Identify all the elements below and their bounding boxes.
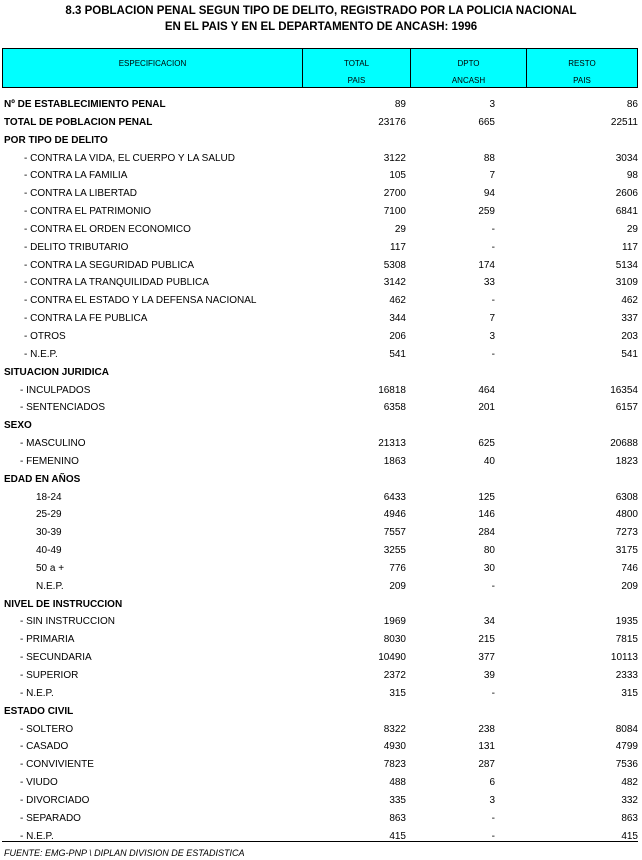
row-label: - DELITO TRIBUTARIO	[24, 241, 129, 253]
table-row	[0, 114, 642, 132]
cell-total: 8322	[383, 723, 406, 735]
cell-dpto: 3	[489, 99, 495, 110]
table-row	[0, 721, 642, 739]
table-row	[0, 560, 642, 578]
table-row	[0, 524, 642, 542]
cell-dpto: 131	[478, 741, 495, 753]
cell-resto: 415	[621, 830, 638, 842]
row-label: 18-24	[36, 491, 62, 503]
cell-resto: 16354	[610, 384, 638, 396]
table-row	[0, 382, 642, 400]
cell-resto: 203	[621, 330, 638, 342]
table-row	[0, 399, 642, 417]
header-spec	[3, 49, 303, 87]
header-total-sub: PAIS	[347, 76, 366, 85]
row-label: NIVEL DE INSTRUCCION	[4, 598, 123, 610]
table-row	[0, 132, 642, 150]
cell-total: 23176	[378, 116, 406, 128]
row-label: - CONTRA EL PATRIMONIO	[24, 206, 152, 218]
table-bottom-rule	[2, 841, 638, 842]
cell-total: 29	[394, 223, 406, 235]
cell-resto: 29	[626, 223, 638, 235]
cell-dpto: 3	[489, 794, 495, 806]
cell-total: 8030	[383, 634, 406, 646]
cell-total: 6433	[383, 491, 406, 503]
table-row	[0, 274, 642, 292]
cell-total: 863	[389, 812, 406, 824]
cell-resto: 8084	[615, 723, 638, 735]
cell-resto: 3109	[615, 277, 638, 289]
table-row	[0, 792, 642, 810]
cell-total: 1969	[383, 616, 406, 628]
cell-dpto: -	[491, 687, 495, 699]
row-label: - CONTRA LA FE PUBLICA	[24, 313, 148, 325]
table-row	[0, 738, 642, 756]
cell-dpto: 7	[489, 313, 495, 325]
cell-total: 4946	[383, 509, 406, 521]
row-label: 50 a +	[36, 562, 65, 574]
cell-resto: 6157	[615, 402, 638, 414]
table-row	[0, 96, 642, 114]
row-label: - CONTRA LA LIBERTAD	[24, 188, 137, 200]
cell-resto: 863	[621, 812, 638, 824]
table-row	[0, 221, 642, 239]
cell-dpto: 40	[483, 455, 495, 467]
row-label: - INCULPADOS	[20, 384, 91, 396]
cell-resto: 209	[621, 580, 638, 592]
cell-dpto: -	[491, 241, 495, 253]
table-title-line2: EN EL PAIS Y EN EL DEPARTAMENTO DE ANCASH: 1996	[164, 21, 478, 33]
cell-total: 344	[389, 313, 406, 325]
cell-dpto: 34	[483, 616, 495, 628]
table-row	[0, 596, 642, 614]
cell-dpto: 7	[489, 170, 495, 182]
cell-resto: 7536	[615, 759, 638, 771]
row-label: - N.E.P.	[20, 687, 54, 699]
cell-dpto: 94	[483, 188, 495, 200]
cell-total: 206	[389, 330, 406, 342]
table-row	[0, 685, 642, 703]
cell-total: 117	[390, 241, 406, 253]
cell-resto: 1823	[615, 455, 638, 467]
cell-resto: 2606	[615, 188, 638, 200]
cell-dpto: 33	[483, 277, 495, 289]
cell-dpto: 146	[478, 509, 495, 521]
cell-resto: 541	[621, 348, 638, 360]
header-total-label: TOTAL	[343, 59, 370, 68]
table-row	[0, 364, 642, 382]
cell-resto: 337	[621, 313, 638, 325]
cell-dpto: -	[491, 830, 495, 842]
cell-total: 2700	[383, 188, 406, 200]
row-label: - PRIMARIA	[20, 634, 75, 646]
row-label: ESTADO CIVIL	[4, 705, 74, 717]
row-label: - VIUDO	[20, 777, 58, 789]
cell-resto: 10113	[610, 652, 638, 664]
table-row	[0, 542, 642, 560]
cell-resto: 482	[621, 777, 638, 789]
table-row	[0, 417, 642, 435]
header-resto-sub: PAIS	[573, 76, 591, 85]
table-row	[0, 185, 642, 203]
cell-resto: 3175	[615, 545, 638, 557]
row-label: - CONTRA LA TRANQUILIDAD PUBLICA	[24, 277, 209, 289]
header-dpto-sub: ANCASH	[451, 76, 486, 85]
cell-dpto: 174	[478, 259, 495, 271]
row-label: - SECUNDARIA	[20, 652, 92, 664]
table-row	[0, 649, 642, 667]
cell-dpto: -	[491, 812, 495, 824]
row-label: - CONTRA LA VIDA, EL CUERPO Y LA SALUD	[24, 152, 236, 164]
cell-resto: 4799	[615, 741, 638, 753]
cell-resto: 7273	[615, 527, 638, 539]
row-label: POR TIPO DE DELITO	[4, 134, 108, 146]
table-row	[0, 703, 642, 721]
cell-dpto: 201	[478, 402, 495, 414]
cell-total: 7823	[383, 759, 406, 771]
row-label: - OTROS	[24, 330, 66, 342]
row-label: EDAD EN AÑOS	[4, 473, 81, 485]
table-row	[0, 203, 642, 221]
cell-total: 16818	[378, 384, 406, 396]
table-row	[0, 150, 642, 168]
row-label: - SIN INSTRUCCION	[20, 616, 115, 628]
cell-total: 3142	[383, 277, 406, 289]
cell-total: 2372	[383, 670, 406, 681]
row-label: - N.E.P.	[24, 348, 58, 360]
table-row	[0, 453, 642, 471]
row-label: - SUPERIOR	[20, 670, 79, 681]
cell-dpto: 88	[483, 152, 495, 164]
table-row	[0, 613, 642, 631]
table-row	[0, 578, 642, 596]
cell-dpto: 665	[478, 116, 495, 128]
cell-dpto: 284	[478, 527, 495, 539]
cell-total: 315	[389, 687, 406, 699]
cell-total: 6358	[383, 402, 406, 414]
row-label: - CONTRA LA FAMILIA	[24, 170, 128, 182]
cell-resto: 6841	[615, 206, 638, 218]
row-label: - MASCULINO	[20, 438, 86, 450]
cell-total: 4930	[383, 741, 406, 753]
cell-total: 21313	[378, 438, 406, 450]
header-resto-label: RESTO	[568, 59, 596, 68]
table-title-line1: 8.3 POBLACION PENAL SEGUN TIPO DE DELITO, REGISTRADO POR LA POLICIA NACIONAL	[65, 5, 577, 17]
cell-dpto: 377	[478, 652, 495, 664]
cell-dpto: 6	[489, 777, 495, 789]
table-row	[0, 756, 642, 774]
cell-resto: 5134	[615, 259, 638, 271]
cell-total: 3255	[383, 545, 406, 557]
row-label: - SENTENCIADOS	[20, 402, 106, 414]
row-label: - CONTRA EL ESTADO Y LA DEFENSA NACIONAL	[24, 295, 257, 307]
cell-resto: 315	[621, 687, 638, 699]
row-label: Nº DE ESTABLECIMIENTO PENAL	[4, 99, 166, 110]
table-row	[0, 167, 642, 185]
table-row	[0, 435, 642, 453]
cell-total: 209	[389, 580, 406, 592]
cell-resto: 86	[626, 99, 638, 110]
cell-dpto: 625	[478, 438, 495, 450]
cell-resto: 22511	[610, 116, 638, 128]
table-row	[0, 471, 642, 489]
table-row	[0, 489, 642, 507]
row-label: 25-29	[36, 509, 62, 521]
table-row	[0, 346, 642, 364]
cell-resto: 98	[626, 170, 638, 182]
header-dpto	[411, 49, 527, 87]
cell-resto: 4800	[615, 509, 638, 521]
row-label: - CASADO	[20, 741, 69, 753]
row-label: - N.E.P.	[20, 830, 54, 842]
header-total	[303, 49, 411, 87]
cell-dpto: 80	[483, 545, 495, 557]
row-label: - SEPARADO	[20, 812, 81, 824]
table-row	[0, 257, 642, 275]
table-row	[0, 328, 642, 346]
row-label: N.E.P.	[36, 580, 64, 592]
cell-resto: 746	[621, 562, 638, 574]
cell-dpto: 3	[489, 330, 495, 342]
cell-total: 5308	[383, 259, 406, 271]
table-row	[0, 667, 642, 685]
row-label: TOTAL DE POBLACION PENAL	[4, 116, 153, 128]
cell-total: 335	[389, 794, 406, 806]
row-label: - CONTRA EL ORDEN ECONOMICO	[24, 223, 191, 235]
cell-total: 89	[394, 99, 406, 110]
cell-total: 462	[389, 295, 406, 307]
row-label: - FEMENINO	[20, 455, 79, 467]
table-row	[0, 631, 642, 649]
cell-resto: 332	[621, 794, 638, 806]
source-note: FUENTE: EMG-PNP \ DIPLAN DIVISION DE ESTADISTICA	[4, 848, 245, 858]
row-label: - DIVORCIADO	[20, 794, 90, 806]
cell-dpto: 238	[478, 723, 495, 735]
table-row	[0, 774, 642, 792]
cell-resto: 20688	[610, 438, 638, 450]
header-spec-label: ESPECIFICACION	[118, 59, 187, 68]
cell-total: 488	[389, 777, 406, 789]
cell-total: 1863	[383, 455, 406, 467]
table-row	[0, 810, 642, 828]
table-header	[2, 48, 638, 88]
cell-total: 776	[389, 562, 406, 574]
cell-total: 415	[389, 830, 406, 842]
table-row	[0, 310, 642, 328]
cell-total: 10490	[378, 652, 406, 664]
cell-dpto: 215	[478, 634, 495, 646]
table-row	[0, 239, 642, 257]
cell-resto: 2333	[615, 670, 638, 681]
cell-resto: 117	[622, 241, 638, 253]
row-label: - CONVIVIENTE	[20, 759, 94, 771]
cell-total: 7557	[383, 527, 406, 539]
table-row	[0, 828, 642, 846]
row-label: - SOLTERO	[20, 723, 74, 735]
cell-total: 3122	[383, 152, 406, 164]
cell-dpto: 125	[478, 491, 495, 503]
row-label: SEXO	[4, 420, 32, 432]
cell-dpto: -	[491, 295, 495, 307]
cell-total: 105	[389, 170, 406, 182]
table-row	[0, 506, 642, 524]
cell-dpto: 30	[483, 562, 495, 574]
cell-resto: 462	[621, 295, 638, 307]
row-label: SITUACION JURIDICA	[4, 366, 110, 378]
cell-dpto: 287	[478, 759, 495, 771]
cell-dpto: 39	[483, 670, 495, 681]
header-resto	[527, 49, 637, 87]
cell-total: 7100	[383, 206, 406, 218]
cell-dpto: -	[491, 348, 495, 360]
cell-resto: 3034	[615, 152, 638, 164]
row-label: 40-49	[36, 545, 62, 557]
cell-dpto: 464	[478, 384, 495, 396]
table-body	[0, 96, 642, 845]
cell-total: 541	[389, 348, 406, 360]
row-label: 30-39	[36, 527, 62, 539]
row-label: - CONTRA LA SEGURIDAD PUBLICA	[24, 259, 195, 271]
cell-dpto: -	[491, 223, 495, 235]
header-dpto-label: DPTO	[457, 59, 480, 68]
table-row	[0, 292, 642, 310]
cell-resto: 6308	[615, 491, 638, 503]
cell-dpto: -	[491, 580, 495, 592]
cell-resto: 7815	[615, 634, 638, 646]
cell-dpto: 259	[478, 206, 495, 218]
cell-resto: 1935	[615, 616, 638, 628]
